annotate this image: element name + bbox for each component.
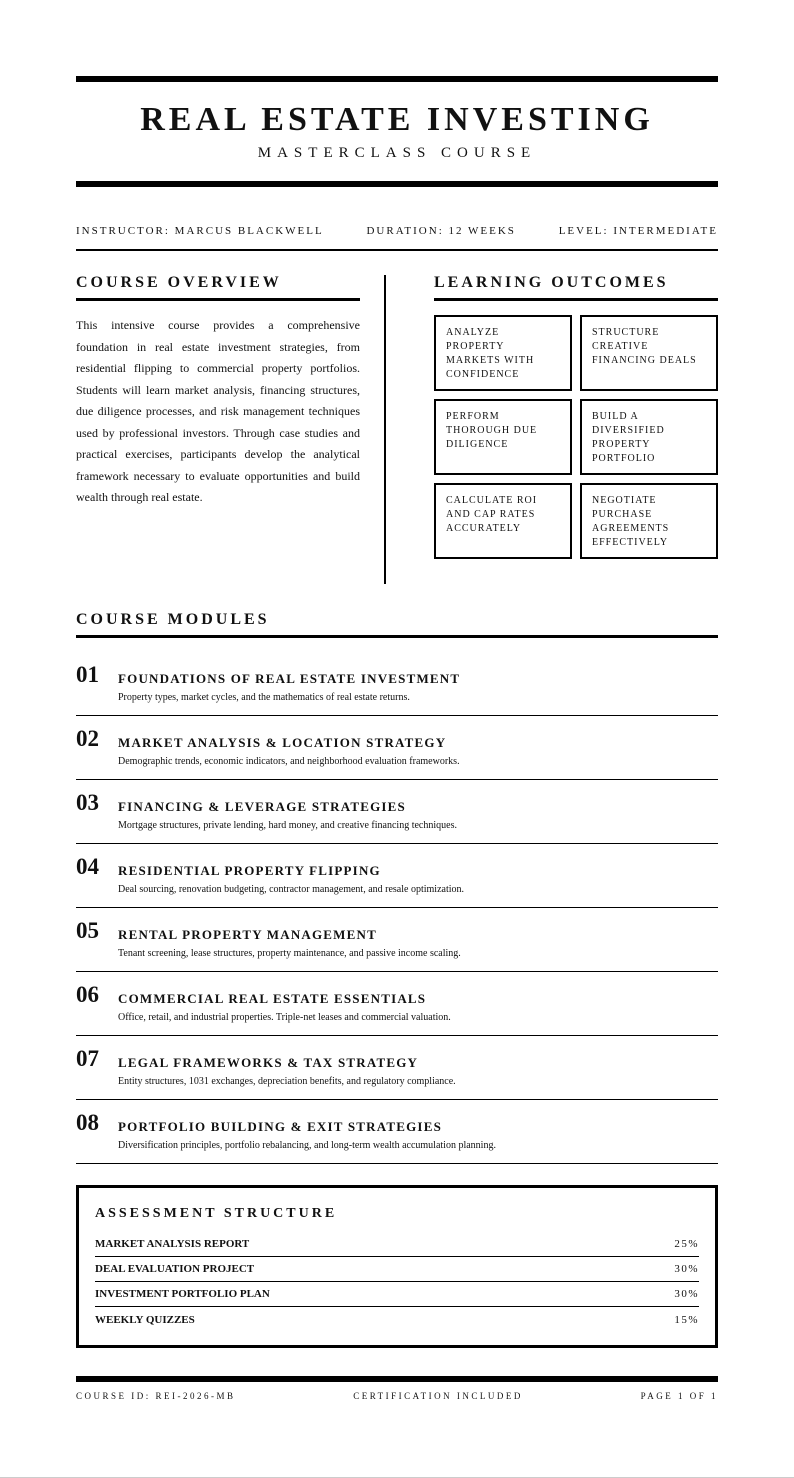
assessment-label: DEAL EVALUATION PROJECT bbox=[95, 1263, 255, 1275]
column-divider bbox=[384, 275, 386, 584]
assessment-row bbox=[95, 1307, 699, 1332]
footer-rule bbox=[76, 1376, 718, 1382]
certification-note: CERTIFICATION INCLUDED bbox=[353, 1391, 523, 1401]
module-description: Office, retail, and industrial properties. Triple-net leases and commercial valuation. bbox=[118, 1012, 451, 1023]
outcome-card: CALCULATE ROI AND CAP RATES ACCURATELY bbox=[434, 483, 572, 559]
header-top-rule bbox=[76, 76, 718, 82]
module-number: 07 bbox=[76, 1046, 99, 1071]
level-label: LEVEL: INTERMEDIATE bbox=[558, 225, 718, 237]
module-row bbox=[76, 972, 718, 1036]
module-title: COMMERCIAL REAL ESTATE ESSENTIALS bbox=[118, 991, 427, 1006]
module-description: Entity structures, 1031 exchanges, depreciation benefits, and regulatory compliance. bbox=[118, 1076, 456, 1087]
overview-body: This intensive course provides a comprehensive foundation in real estate investment strategies, from residential flipping to commercial property portfolios. Students will learn market analysis, financing structures, due diligence processes, and risk management techniques used by professional investors. Through case studies and practical exercises, participants develop the analytical framework necessary to evaluate opportunities and build wealth through real estate. bbox=[76, 318, 360, 504]
assessment-table bbox=[95, 1232, 699, 1332]
assessment-heading: ASSESSMENT STRUCTURE bbox=[95, 1206, 338, 1221]
assessment-weight: 30% bbox=[674, 1263, 699, 1275]
modules-heading: COURSE MODULES bbox=[76, 611, 718, 638]
module-row bbox=[76, 844, 718, 908]
module-row bbox=[76, 716, 718, 780]
module-title: LEGAL FRAMEWORKS & TAX STRATEGY bbox=[118, 1055, 419, 1070]
module-description: Deal sourcing, renovation budgeting, contractor management, and resale optimization. bbox=[118, 884, 464, 895]
assessment-row bbox=[95, 1232, 699, 1257]
course-overview-section bbox=[76, 274, 360, 509]
module-number: 05 bbox=[76, 918, 99, 943]
module-description: Property types, market cycles, and the mathematics of real estate returns. bbox=[118, 692, 410, 703]
duration-label: DURATION: 12 WEEKS bbox=[366, 225, 516, 237]
module-number: 01 bbox=[76, 662, 99, 687]
course-meta-bar bbox=[76, 225, 718, 251]
outcome-card: ANALYZE PROPERTY MARKETS WITH CONFIDENCE bbox=[434, 315, 572, 391]
outcome-card: BUILD A DIVERSIFIED PROPERTY PORTFOLIO bbox=[580, 399, 718, 475]
page-number: PAGE 1 OF 1 bbox=[640, 1391, 718, 1401]
assessment-label: WEEKLY QUIZZES bbox=[95, 1313, 195, 1326]
module-number: 04 bbox=[76, 854, 99, 879]
module-title: RENTAL PROPERTY MANAGEMENT bbox=[118, 927, 377, 942]
assessment-structure-box bbox=[76, 1185, 718, 1348]
instructor-label: INSTRUCTOR: MARCUS BLACKWELL bbox=[76, 225, 324, 237]
module-title: PORTFOLIO BUILDING & EXIT STRATEGIES bbox=[118, 1119, 442, 1134]
outcomes-grid bbox=[434, 315, 718, 559]
course-modules-section bbox=[76, 611, 718, 1164]
page-footer bbox=[76, 1391, 718, 1401]
outcomes-heading: LEARNING OUTCOMES bbox=[434, 274, 718, 301]
outcome-card: NEGOTIATE PURCHASE AGREEMENTS EFFECTIVELY bbox=[580, 483, 718, 559]
course-id: COURSE ID: REI-2026-MB bbox=[76, 1391, 236, 1401]
module-number: 03 bbox=[76, 790, 99, 815]
module-title: FOUNDATIONS OF REAL ESTATE INVESTMENT bbox=[118, 671, 461, 686]
module-title: FINANCING & LEVERAGE STRATEGIES bbox=[118, 799, 406, 814]
module-number: 02 bbox=[76, 726, 99, 751]
module-number: 08 bbox=[76, 1110, 99, 1135]
assessment-weight: 15% bbox=[674, 1313, 699, 1326]
assessment-label: INVESTMENT PORTFOLIO PLAN bbox=[95, 1288, 270, 1300]
module-title: RESIDENTIAL PROPERTY FLIPPING bbox=[118, 863, 381, 878]
header-bottom-rule bbox=[76, 181, 718, 187]
module-description: Mortgage structures, private lending, hard money, and creative financing techniques. bbox=[118, 820, 457, 831]
module-row bbox=[76, 1100, 718, 1164]
overview-heading: COURSE OVERVIEW bbox=[76, 274, 360, 301]
module-description: Tenant screening, lease structures, property maintenance, and passive income scaling. bbox=[118, 948, 461, 959]
module-row bbox=[76, 1036, 718, 1100]
outcome-card: STRUCTURE CREATIVE FINANCING DEALS bbox=[580, 315, 718, 391]
assessment-weight: 30% bbox=[674, 1288, 699, 1300]
page-title: REAL ESTATE INVESTING bbox=[140, 101, 654, 138]
assessment-row bbox=[95, 1282, 699, 1307]
modules-list bbox=[76, 652, 718, 1164]
outcome-card: PERFORM THOROUGH DUE DILIGENCE bbox=[434, 399, 572, 475]
module-row bbox=[76, 652, 718, 716]
module-number: 06 bbox=[76, 982, 99, 1007]
module-description: Demographic trends, economic indicators, and neighborhood evaluation frameworks. bbox=[118, 756, 460, 767]
assessment-weight: 25% bbox=[674, 1238, 699, 1250]
assessment-row bbox=[95, 1257, 699, 1282]
assessment-label: MARKET ANALYSIS REPORT bbox=[95, 1238, 250, 1250]
module-description: Diversification principles, portfolio rebalancing, and long-term wealth accumulation planning. bbox=[118, 1140, 496, 1151]
module-title: MARKET ANALYSIS & LOCATION STRATEGY bbox=[118, 735, 447, 750]
module-row bbox=[76, 780, 718, 844]
module-row bbox=[76, 908, 718, 972]
page-subtitle: MASTERCLASS COURSE bbox=[257, 145, 537, 161]
learning-outcomes-section bbox=[434, 274, 718, 559]
